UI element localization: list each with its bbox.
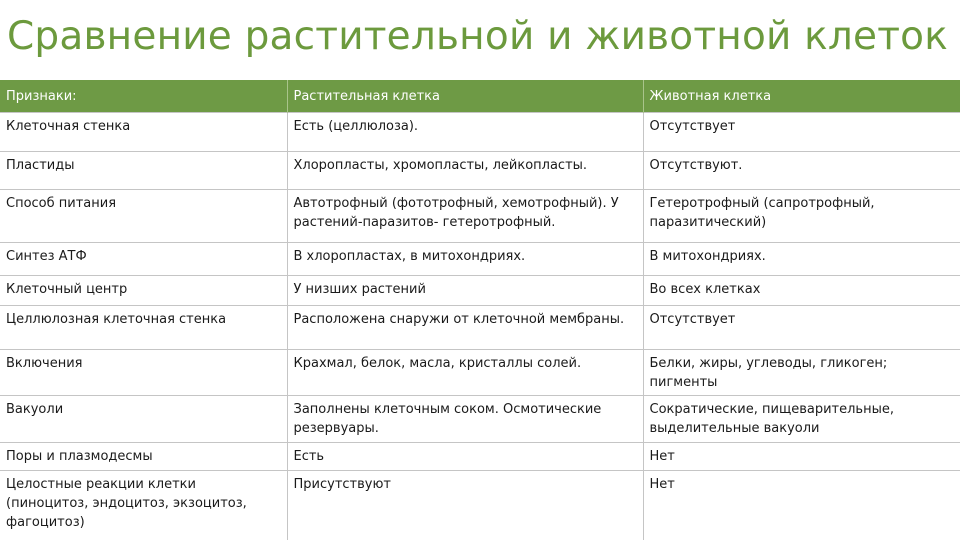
feature-cell: Целлюлозная клеточная стенка <box>0 306 287 350</box>
comparison-table <box>0 80 960 540</box>
table-header-row <box>0 80 960 113</box>
table-row <box>0 396 960 443</box>
feature-cell: Клеточная стенка <box>0 113 287 152</box>
table-row <box>0 190 960 243</box>
header-features: Признаки: <box>0 80 287 113</box>
plant-cell: В хлоропластах, в митохондриях. <box>287 243 643 276</box>
table-row <box>0 243 960 276</box>
feature-cell: Включения <box>0 350 287 396</box>
animal-cell: Отсутствует <box>643 306 960 350</box>
feature-cell: Клеточный центр <box>0 276 287 306</box>
plant-cell: Расположена снаружи от клеточной мембраны. <box>287 306 643 350</box>
animal-cell: Во всех клетках <box>643 276 960 306</box>
table-row <box>0 152 960 190</box>
table-row <box>0 350 960 396</box>
animal-cell: Гетеротрофный (сапротрофный, паразитический) <box>643 190 960 243</box>
header-plant-cell: Растительная клетка <box>287 80 643 113</box>
animal-cell: Нет <box>643 471 960 540</box>
feature-cell <box>0 471 287 540</box>
animal-cell: Сократические, пищеварительные, выделительные вакуоли <box>643 396 960 443</box>
animal-cell: Белки, жиры, углеводы, гликоген; пигменты <box>643 350 960 396</box>
table-row <box>0 471 960 540</box>
feature-label: Целостные реакции клетки <box>6 477 196 492</box>
slide-title: Сравнение растительной и животной клеток <box>7 14 948 59</box>
animal-cell: Нет <box>643 443 960 471</box>
plant-cell: Присутствуют <box>287 471 643 540</box>
table-row <box>0 113 960 152</box>
plant-cell: Есть <box>287 443 643 471</box>
feature-cell: Синтез АТФ <box>0 243 287 276</box>
header-animal-cell: Животная клетка <box>643 80 960 113</box>
plant-cell: Автотрофный (фототрофный, хемотрофный). У растений-паразитов- гетеротрофный. <box>287 190 643 243</box>
plant-cell: Заполнены клеточным соком. Осмотические резервуары. <box>287 396 643 443</box>
feature-cell: Поры и плазмодесмы <box>0 443 287 471</box>
table-row <box>0 443 960 471</box>
animal-cell: Отсутствует <box>643 113 960 152</box>
plant-cell: Хлоропласты, хромопласты, лейкопласты. <box>287 152 643 190</box>
table-row <box>0 276 960 306</box>
animal-cell: Отсутствуют. <box>643 152 960 190</box>
table-row <box>0 306 960 350</box>
plant-cell: Есть (целлюлоза). <box>287 113 643 152</box>
feature-cell: Пластиды <box>0 152 287 190</box>
plant-cell: У низших растений <box>287 276 643 306</box>
feature-note: (пиноцитоз, эндоцитоз, экзоцитоз, фагоцитоз) <box>6 496 247 530</box>
animal-cell: В митохондриях. <box>643 243 960 276</box>
plant-cell: Крахмал, белок, масла, кристаллы солей. <box>287 350 643 396</box>
feature-cell: Способ питания <box>0 190 287 243</box>
feature-cell: Вакуоли <box>0 396 287 443</box>
